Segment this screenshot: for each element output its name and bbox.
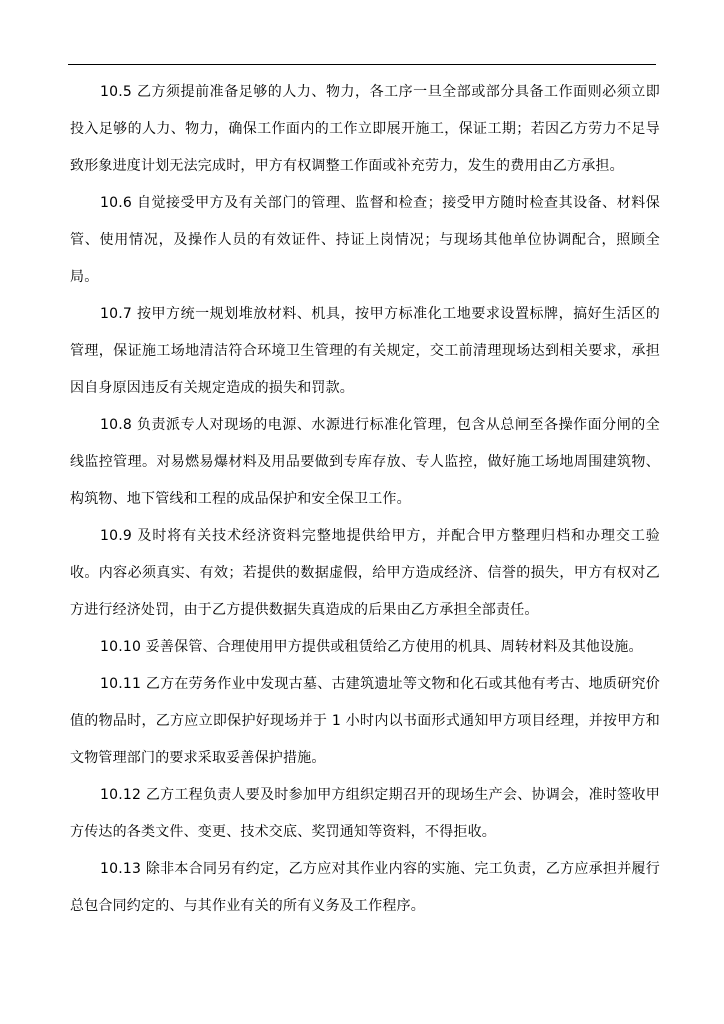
clause-10-7: 10.7 按甲方统一规划堆放材料、机具，按甲方标准化工地要求设置标牌，搞好生活区的管理，保证施工场地清洁符合环境卫生管理的有关规定，交工前清理现场达到相关要求，承担因自身原因违反有关规定造成的损失和罚款。 — [70, 306, 660, 396]
clause-list — [70, 74, 660, 925]
clause-10-6: 10.6 自觉接受甲方及有关部门的管理、监督和检查；接受甲方随时检查其设备、材料保管、使用情况，及操作人员的有效证件、持证上岗情况；与现场其他单位协调配合，照顾全局。 — [70, 195, 660, 285]
clause-10-12: 10.12 乙方工程负责人要及时参加甲方组织定期召开的现场生产会、协调会，准时签收甲方传达的各类文件、变更、技术交底、奖罚通知等资料，不得拒收。 — [70, 787, 660, 840]
clause-10-8: 10.8 负责派专人对现场的电源、水源进行标准化管理，包含从总闸至各操作面分闸的全线监控管理。对易燃易爆材料及用品要做到专库存放、专人监控，做好施工场地周围建筑物、构筑物、地下管线和工程的成品保护和安全保卫工作。 — [70, 417, 660, 507]
clause-10-5: 10.5 乙方须提前准备足够的人力、物力，各工序一旦全部或部分具备工作面则必须立即投入足够的人力、物力，确保工作面内的工作立即展开施工，保证工期；若因乙方劳力不足导致形象进度计划无法完成时，甲方有权调整工作面或补充劳力，发生的费用由乙方承担。 — [70, 84, 660, 174]
clause-10-13: 10.13 除非本合同另有约定，乙方应对其作业内容的实施、完工负责，乙方应承担并履行总包合同约定的、与其作业有关的所有义务及工作程序。 — [70, 861, 660, 914]
clause-10-10: 10.10 妥善保管、合理使用甲方提供或租赁给乙方使用的机具、周转材料及其他设施。 — [100, 639, 643, 655]
clause-10-9: 10.9 及时将有关技术经济资料完整地提供给甲方，并配合甲方整理归档和办理交工验收。内容必须真实、有效；若提供的数据虚假，给甲方造成经济、信誉的损失，甲方有权对乙方进行经济处罚，由于乙方提供数据失真造成的后果由乙方承担全部责任。 — [70, 528, 660, 618]
header-rule — [68, 64, 656, 65]
clause-10-11: 10.11 乙方在劳务作业中发现古墓、古建筑遗址等文物和化石或其他有考古、地质研究价值的物品时，乙方应立即保护好现场并于 1 小时内以书面形式通知甲方项目经理，并按甲方和文物管理部门的要求采取妥善保护措施。 — [70, 676, 660, 766]
